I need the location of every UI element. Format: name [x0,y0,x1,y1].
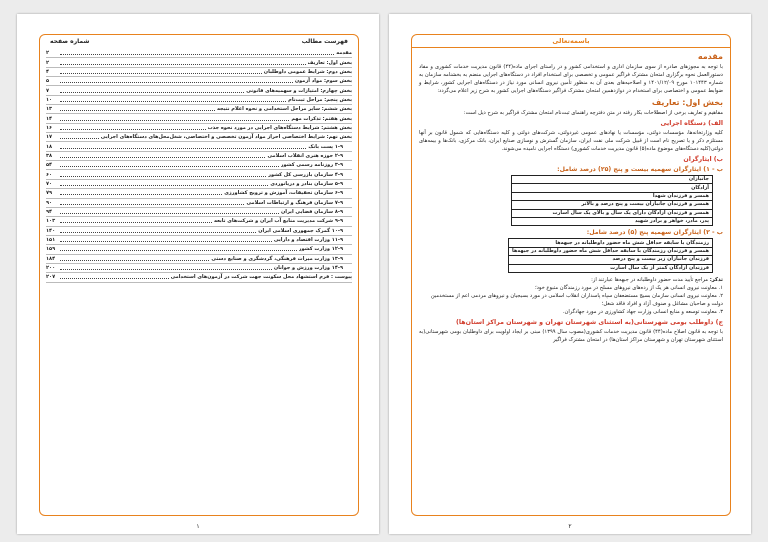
table-row [512,176,713,184]
toc-entry-page: ۱۷ [46,134,53,141]
toc-entry[interactable] [46,227,352,236]
toc-entry-page: ۲۰۰ [46,265,56,272]
table-cell: همسر و فرزندان شهدا [512,192,713,200]
toc-entry[interactable] [46,142,352,151]
toc-entry[interactable] [46,86,352,95]
table-row [512,201,713,209]
toc-entry-page: ۷۹ [46,190,53,197]
toc-entry-title: ۱-۹ پست بانک [308,143,343,150]
toc-entry-page: ۱۵۱ [46,237,56,244]
toc-leader-dots [60,126,206,130]
toc-entry[interactable] [46,77,352,86]
toc-leader-dots [60,210,279,214]
toc-leader-dots [60,266,272,270]
table-cell: رزمندگان با سابقه حداقل شش ماه حضور داوطلبانه در جبهه‌ها [508,239,712,247]
note-list [419,284,723,316]
toc-leader-dots [60,51,334,55]
toc-entry-title: ۲-۹ حوزه هنری انقلاب اسلامی [267,152,343,159]
toc-entry[interactable] [46,133,352,142]
toc-entry-page: ۱۳ [46,106,53,113]
table-row [508,264,712,272]
toc-entry-title: ۸-۹ سازمان فضایی ایران [280,209,343,216]
toc-leader-dots [60,182,268,186]
part1-heading: بخش اول: تعاریف [651,98,723,107]
table-row [512,217,713,225]
be1-heading: ب - ۱) ایثارگران سهمیه بیست و پنج (۲۵) درصد شامل: [557,166,723,173]
toc-leader-dots [60,238,272,242]
page-header: باسمه‌تعالی [412,35,730,48]
toc-entry-title: بخش نهم: شرایط اختصاصی احراز مواد آزمون تخصصی و اختصاصی، شغل‌محل‌های دستگاه‌های اجرایی [100,134,352,141]
toc-leader-dots [60,154,265,158]
page-number: ۲ [568,523,572,530]
toc-entry-title: بخش پنجم: مراحل ثبت‌نام [288,96,352,103]
toc-entry-title: بخش هشتم: شرایط دستگاه‌های اجرایی در مورد نحوه جذب [207,124,352,131]
toc-entry-page: ۱۴ [46,115,53,122]
content-frame [411,34,731,516]
toc-entry[interactable] [46,264,352,273]
toc-entry[interactable] [46,114,352,123]
toc-entry-page: ۷۰ [46,180,53,187]
toc-entry-title: ۶-۹ سازمان تحقیقات، آموزش و ترویج کشاورزی [224,190,343,197]
page-number: ۱ [196,523,200,530]
table-cell: پدر، مادر، خواهر و برادر شهید [512,217,713,225]
toc-leader-dots [60,219,212,223]
toc-leader-dots [60,163,279,167]
list-item: ۱. معاونت نیروی انسانی هر یک از رده‌های نیروهای مسلح در مورد رزمندگان متبوع خود؛ [534,284,723,291]
intro-heading: مقدمه [697,52,723,61]
toc-entry-page: ۴ [46,68,50,75]
toc-page [17,14,379,534]
toc-entry-page: ۱۰ [46,96,53,103]
toc-entry-title: بخش ششم: سایر مراحل استخدامی و نحوه اعلام نتیجه [216,106,352,113]
toc-leader-dots [60,275,169,279]
toc-entry[interactable] [46,255,352,264]
toc-list [46,49,352,283]
toc-leader-dots [60,173,266,177]
toc-leader-dots [60,98,286,102]
toc-entry-title: مقدمه [336,50,352,57]
list-item: ۲. معاونت نیروی انسانی سازمان بسیج مستضعفان سپاه پاسداران انقلاب اسلامی در مورد بسیجیان و نیروهای مردمی اعم از مستخدمین دولت و صاحبان مشاغل و صنوف آزاد و افراد فاقد شغل؛ [430,292,723,307]
jim-paragraph: با توجه به قانون اصلاح ماده(۴۴) قانون مدیریت خدمات کشوری(مصوب سال ۱۳۹۹) مبنی بر ایجاد اولویت برای داوطلبان بومی شهرستانی(به استثنای شهرستان تهران و شهرستان مراکز استان‌ها) در امتحان مشترک فراگیر [419,328,723,343]
toc-entry[interactable] [46,208,352,217]
quota-25-table [511,175,713,226]
table-cell: همسر و فرزندان رزمندگان با سابقه حداقل شش ماه حضور داوطلبانه در جبهه‌ها [508,247,712,255]
intro-paragraph: با توجه به مجوزهای صادره از سوی سازمان اداری و استخدامی کشور و در راستای اجرای ماده(۴۴) قانون مدیریت خدمات کشوری و مفاد دستورالعمل نحوه برگزاری امتحان مشترک فراگیر عمومی و تخصصی برای استخدام افراد در دستگاه‌های اجرایی منضم به بخشنامه سازمان به شماره ۱۰۱۴۴۳ مورخ ۱۴۰۱/۱۲/۰۹ و اصلاحیه‌های بعدی آن به منظور تأمین نیروی انسانی مورد نیاز در دستگاه‌های اجرایی کشور، شرایط و ضوابط عمومی و اختصاصی برای استخدام در دوازدهمین امتحان مشترک فراگیر دستگاه‌های اجرایی کشور به شرح زیر اعلام می‌گردد: [419,64,723,94]
toc-leader-dots [60,201,244,205]
table-row [508,256,712,264]
table-row [508,239,712,247]
toc-entry-page: ۱۰۳ [46,218,56,225]
toc-entry[interactable] [46,68,352,77]
toc-entry-page: ۱۸۴ [46,255,56,262]
toc-entry-title: بخش اول: تعاریف [307,59,352,66]
toc-leader-dots [60,61,306,65]
toc-leader-dots [60,79,293,83]
be-heading: ب) ایثارگران [683,156,723,163]
toc-frame [39,34,359,516]
toc-entry[interactable] [46,245,352,254]
toc-leader-dots [60,229,256,233]
toc-entry-title: بخش دوم: شرایط عمومی داوطلبان [263,68,352,75]
toc-leader-dots [60,191,222,195]
table-row [512,184,713,192]
toc-entry-title: ۱۲-۹ وزارت کشور [298,246,343,253]
toc-entry[interactable] [46,180,352,189]
table-cell: همسر و فرزندان آزادگان دارای یک سال و بالای یک سال اسارت [512,209,713,217]
toc-entry-title: بخش هفتم: تذکرات مهم [291,115,352,122]
be2-heading: ب - ۲) ایثارگران سهمیه پنج (۵) درصد شامل: [586,229,723,237]
toc-leader-dots [60,247,297,251]
list-item: ۳. معاونت توسعه و منابع انسانی وزارت جهاد کشاورزی در مورد جهادگران. [562,308,723,315]
toc-entry[interactable] [46,96,352,105]
note-heading: تذکر: [709,276,723,283]
toc-header [40,35,358,49]
table-cell: فرزندان آزادگان کمتر از یک سال اسارت [508,264,712,272]
toc-entry[interactable] [46,105,352,114]
toc-entry-page: ۲ [46,50,50,57]
toc-entry-title: ۵-۹ سازمان بنادر و دریانوردی [270,180,343,187]
alef-paragraph: کلیه وزارتخانه‌ها، مؤسسات دولتی، مؤسسات یا نهادهای عمومی غیردولتی، شرکت‌های دولتی و کلیه دستگاه‌هایی که شمول قانون بر آنها مستلزم ذکر و یا تصریح نام است از قبیل شرکت ملی نفت ایران، سازمان گسترش و نوسازی صنایع ایران، بانک مرکزی، بانک‌ها و بیمه‌های دولتی(کلیه دستگاه‌های موضوع ماده(۵) قانون مدیریت خدمات کشوری) دستگاه اجرایی نامیده می‌شوند. [419,130,723,152]
table-row [508,247,712,255]
toc-entry-title: ۱۴-۹ وزارت ورزش و جوانان [273,265,343,272]
table-cell: آزادگان [512,184,713,192]
table-cell: جانبازان [512,176,713,184]
toc-entry-page: ۹۰ [46,199,53,206]
toc-leader-dots [60,145,306,149]
toc-entry[interactable] [46,236,352,245]
toc-leader-dots [60,70,262,74]
toc-entry-page: ۲ [46,59,50,66]
toc-entry-title: بخش سوم: مواد آزمون [294,78,352,85]
toc-leader-dots [60,135,99,139]
part1-paragraph: مفاهیم و تعاریف برخی از اصطلاحات بکار رفته در متن دفترچه راهنمای ثبت‌نام امتحان مشترک فراگیر به شرح ذیل است: [463,110,723,116]
toc-entry-title: ۴-۹ سازمان بازرسی کل کشور [268,171,343,178]
toc-leader-dots [60,89,244,93]
quota-5-table [508,238,713,273]
toc-entry-page: ۱۵۹ [46,246,56,253]
toc-title: فهرست مطالب [301,38,348,45]
toc-leader-dots [60,257,209,261]
toc-entry-page: ۱۶ [46,124,53,131]
toc-page-number-label: شماره صفحه [50,38,90,45]
table-row [512,192,713,200]
toc-entry[interactable] [46,49,352,58]
toc-entry-page: ۱۴۰ [46,227,56,234]
table-cell: فرزندان جانبازان زیر بیست و پنج درصد [508,256,712,264]
alef-heading: الف) دستگاه اجرایی [660,120,723,127]
toc-entry-page: ۶۰ [46,171,53,178]
toc-entry-page: ۳۸ [46,152,53,159]
toc-entry-page: ۱۸ [46,143,53,150]
toc-entry[interactable] [46,273,352,282]
toc-entry-title: ۳-۹ روزنامه رسمی کشور [280,162,343,169]
toc-entry-page: ۵ [46,78,50,85]
toc-entry-title: ۷-۹ سازمان فرهنگ و ارتباطات اسلامی [246,199,343,206]
toc-entry[interactable] [46,124,352,133]
toc-entry[interactable] [46,189,352,198]
note-text: مراجع تأیید مدت حضور داوطلبانه در جبهه‌ها عبارتند از: [591,276,709,283]
toc-entry-title: بخش چهارم: امتیازات و سهمیه‌های قانونی [246,87,352,94]
table-cell: همسر و فرزندان جانبازان بیست و پنج درصد و بالاتر [512,201,713,209]
toc-entry-title: پیوست : فرم استشهاد محل سکونت جهت شرکت در آزمون‌های استخدامی [170,274,352,281]
toc-entry[interactable] [46,161,352,170]
toc-entry-title: ۹-۹ شرکت مدیریت منابع آب ایران و شرکت‌های تابعه [214,218,343,225]
toc-entry[interactable] [46,217,352,226]
table-row [512,209,713,217]
toc-entry[interactable] [46,58,352,67]
toc-entry-page: ۲۰۷ [46,274,56,281]
jim-heading: ج) داوطلب بومی شهرستانی(به استثنای شهرستان تهران و شهرستان مراکز استان‌ها) [455,318,723,326]
toc-leader-dots [60,107,215,111]
toc-entry-page: ۹۴ [46,209,53,216]
toc-entry[interactable] [46,199,352,208]
toc-entry[interactable] [46,170,352,179]
toc-entry[interactable] [46,152,352,161]
toc-entry-title: ۱۱-۹ وزارت اقتصاد و دارایی [273,237,343,244]
toc-entry-title: ۱۳-۹ وزارت میراث فرهنگی، گردشگری و صنایع دستی [211,255,343,262]
toc-leader-dots [60,117,289,121]
toc-entry-page: ۷ [46,87,50,94]
toc-entry-title: ۱۰-۹ گمرک جمهوری اسلامی ایران [258,227,343,234]
toc-entry-page: ۵۴ [46,162,53,169]
content-page [389,14,751,534]
